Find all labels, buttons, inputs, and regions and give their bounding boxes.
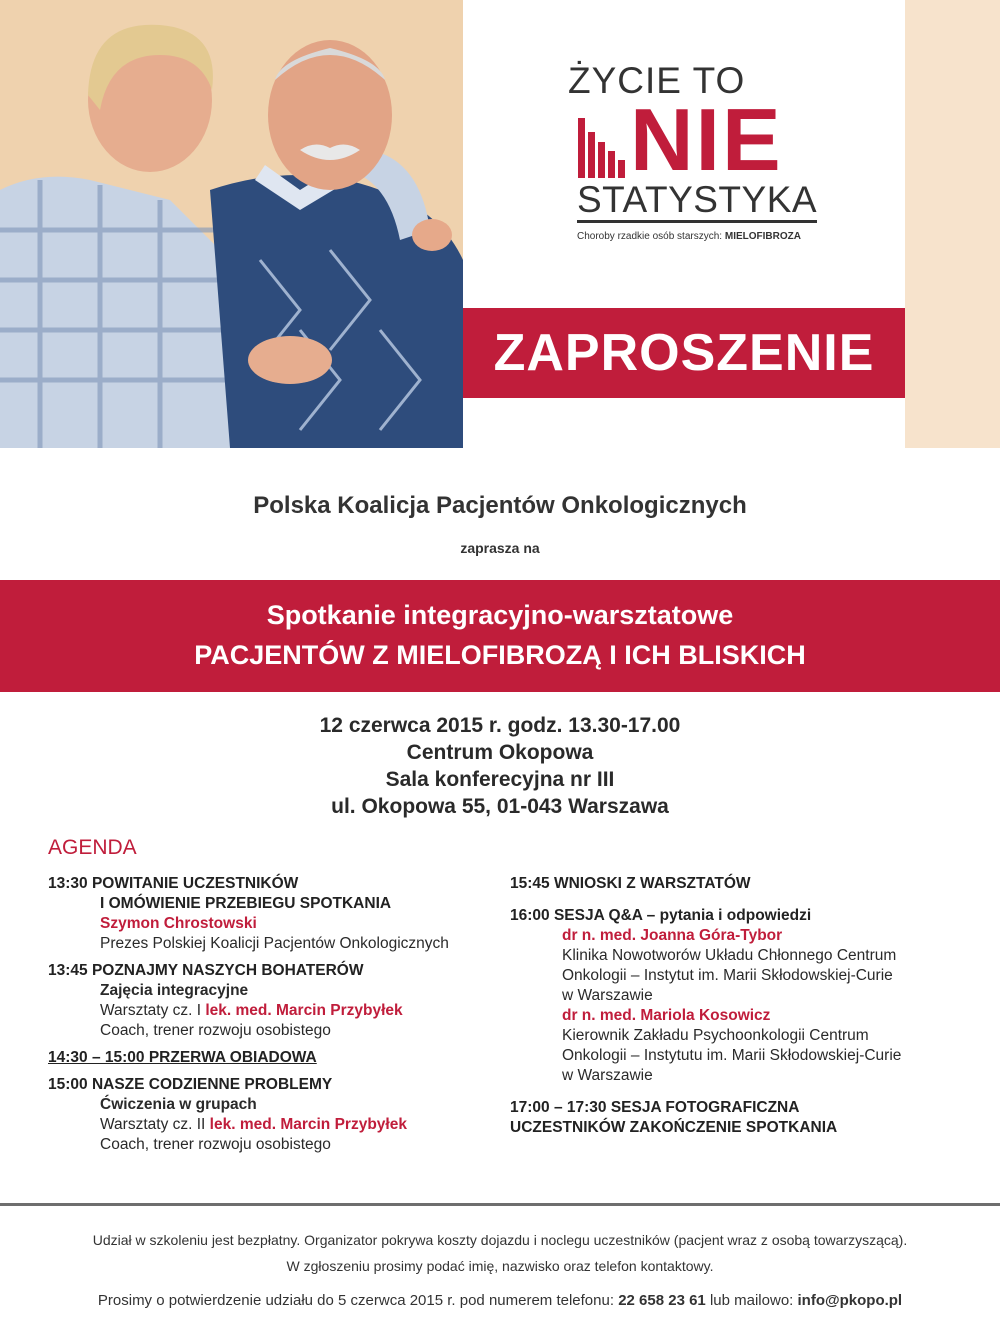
footer-line1: Udział w szkoleniu jest bezpłatny. Organizator pokrywa koszty dojazdu i noclegu uczestników (pacjent wraz z osobą towarzyszącą). <box>92 1232 908 1248</box>
agenda-item <box>48 1075 478 1155</box>
event-title-band <box>0 580 1000 692</box>
speaker-name: lek. med. Marcin Przybyłek <box>209 1116 407 1133</box>
agenda-item-head: 13:45 POZNAJMY NASZYCH BOHATERÓW <box>48 962 364 979</box>
agenda-item-head: 13:30 POWITANIE UCZESTNIKÓW <box>48 875 299 892</box>
speaker-role: w Warszawie <box>562 1067 653 1084</box>
agenda-item-head: 17:00 – 17:30 SESJA FOTOGRAFICZNA <box>510 1099 800 1116</box>
logo-line1: ŻYCIE TO <box>568 60 746 101</box>
logo-line3: STATYSTYKA <box>577 180 817 223</box>
footer-line2: W zgłoszeniu prosimy podać imię, nazwisko oraz telefon kontaktowy. <box>286 1258 714 1274</box>
speaker-role: Coach, trener rozwoju osobistego <box>100 1136 331 1153</box>
agenda-item-sub: Ćwiczenia w grupach <box>100 1096 257 1113</box>
agenda-item-head: 15:45 WNIOSKI Z WARSZTATÓW <box>510 875 751 892</box>
event-room: Sala konferecyjna nr III <box>385 768 615 791</box>
agenda-item <box>48 961 478 1041</box>
agenda-item <box>48 1048 478 1068</box>
logo-subtitle-prefix: Choroby rzadkie osób starszych: <box>577 231 723 242</box>
logo-subtitle <box>577 231 801 242</box>
invites-text: zaprasza na <box>460 540 540 556</box>
agenda-item <box>48 874 478 954</box>
speaker-name: Szymon Chrostowski <box>100 915 257 932</box>
speaker-role: Kierownik Zakładu Psychoonkologii Centrum <box>562 1027 869 1044</box>
agenda-title: AGENDA <box>48 836 137 859</box>
footer-line3 <box>0 1292 1000 1309</box>
organizer-name: Polska Koalicja Pacjentów Onkologicznych <box>253 492 747 519</box>
workshop-label: Warsztaty cz. I <box>100 1002 202 1019</box>
workshop-line <box>48 1115 478 1135</box>
contact-email[interactable]: info@pkopo.pl <box>797 1292 903 1309</box>
speaker-role: w Warszawie <box>562 987 653 1004</box>
event-title-line2: PACJENTÓW Z MIELOFIBROZĄ I ICH BLISKICH <box>194 640 806 670</box>
agenda-item <box>510 906 970 1086</box>
speaker-name: dr n. med. Mariola Kosowicz <box>562 1007 771 1024</box>
agenda-item-head: 14:30 – 15:00 PRZERWA OBIADOWA <box>48 1049 317 1066</box>
footer-contact-prefix: Prosimy o potwierdzenie udziału do 5 czerwca 2015 r. pod numerem telefonu: <box>97 1292 615 1309</box>
footer-divider <box>0 1203 1000 1206</box>
speaker-role: Coach, trener rozwoju osobistego <box>100 1022 331 1039</box>
agenda-left-column <box>48 874 478 1162</box>
agenda-item-head: UCZESTNIKÓW ZAKOŃCZENIE SPOTKANIA <box>510 1119 838 1136</box>
workshop-line <box>48 1001 478 1021</box>
hero-section <box>0 0 1000 448</box>
contact-phone[interactable]: 22 658 23 61 <box>618 1292 706 1309</box>
footer-contact-mid: lub mailowo: <box>709 1292 794 1309</box>
speaker-role: Onkologii – Instytutu im. Marii Skłodowskiej-Curie <box>562 1047 902 1064</box>
agenda-right-column <box>510 874 970 1145</box>
beige-strip <box>905 0 1000 448</box>
senior-couple-photo <box>0 0 463 448</box>
speaker-role: Onkologii – Instytut im. Marii Skłodowskiej-Curie <box>562 967 893 984</box>
logo-subtitle-bold: MIELOFIBROZA <box>724 231 801 242</box>
event-title-line1: Spotkanie integracyjno-warsztatowe <box>266 600 734 630</box>
bar-chart-icon <box>578 118 628 178</box>
logo-line2: NIE <box>630 90 783 189</box>
event-date: 12 czerwca 2015 r. godz. 13.30-17.00 <box>319 714 681 737</box>
agenda-item-head: 15:00 NASZE CODZIENNE PROBLEMY <box>48 1076 333 1093</box>
speaker-name: lek. med. Marcin Przybyłek <box>205 1002 403 1019</box>
agenda-item <box>510 1098 970 1138</box>
speaker-role: Prezes Polskiej Koalicji Pacjentów Onkologicznych <box>100 935 449 952</box>
agenda-item-sub: Zajęcia integracyjne <box>100 982 249 999</box>
agenda-item-head: 16:00 SESJA Q&A – pytania i odpowiedzi <box>510 907 812 924</box>
workshop-label: Warsztaty cz. II <box>100 1116 206 1133</box>
agenda-item <box>510 874 970 894</box>
event-address: ul. Okopowa 55, 01-043 Warszawa <box>331 795 669 818</box>
agenda-item-head: I OMÓWIENIE PRZEBIEGU SPOTKANIA <box>100 895 392 912</box>
speaker-role: Klinika Nowotworów Układu Chłonnego Centrum <box>562 947 897 964</box>
event-venue: Centrum Okopowa <box>406 741 594 764</box>
event-details <box>0 712 1000 820</box>
speaker-name: dr n. med. Joanna Góra-Tybor <box>562 927 783 944</box>
invitation-banner: ZAPROSZENIE <box>463 308 905 398</box>
